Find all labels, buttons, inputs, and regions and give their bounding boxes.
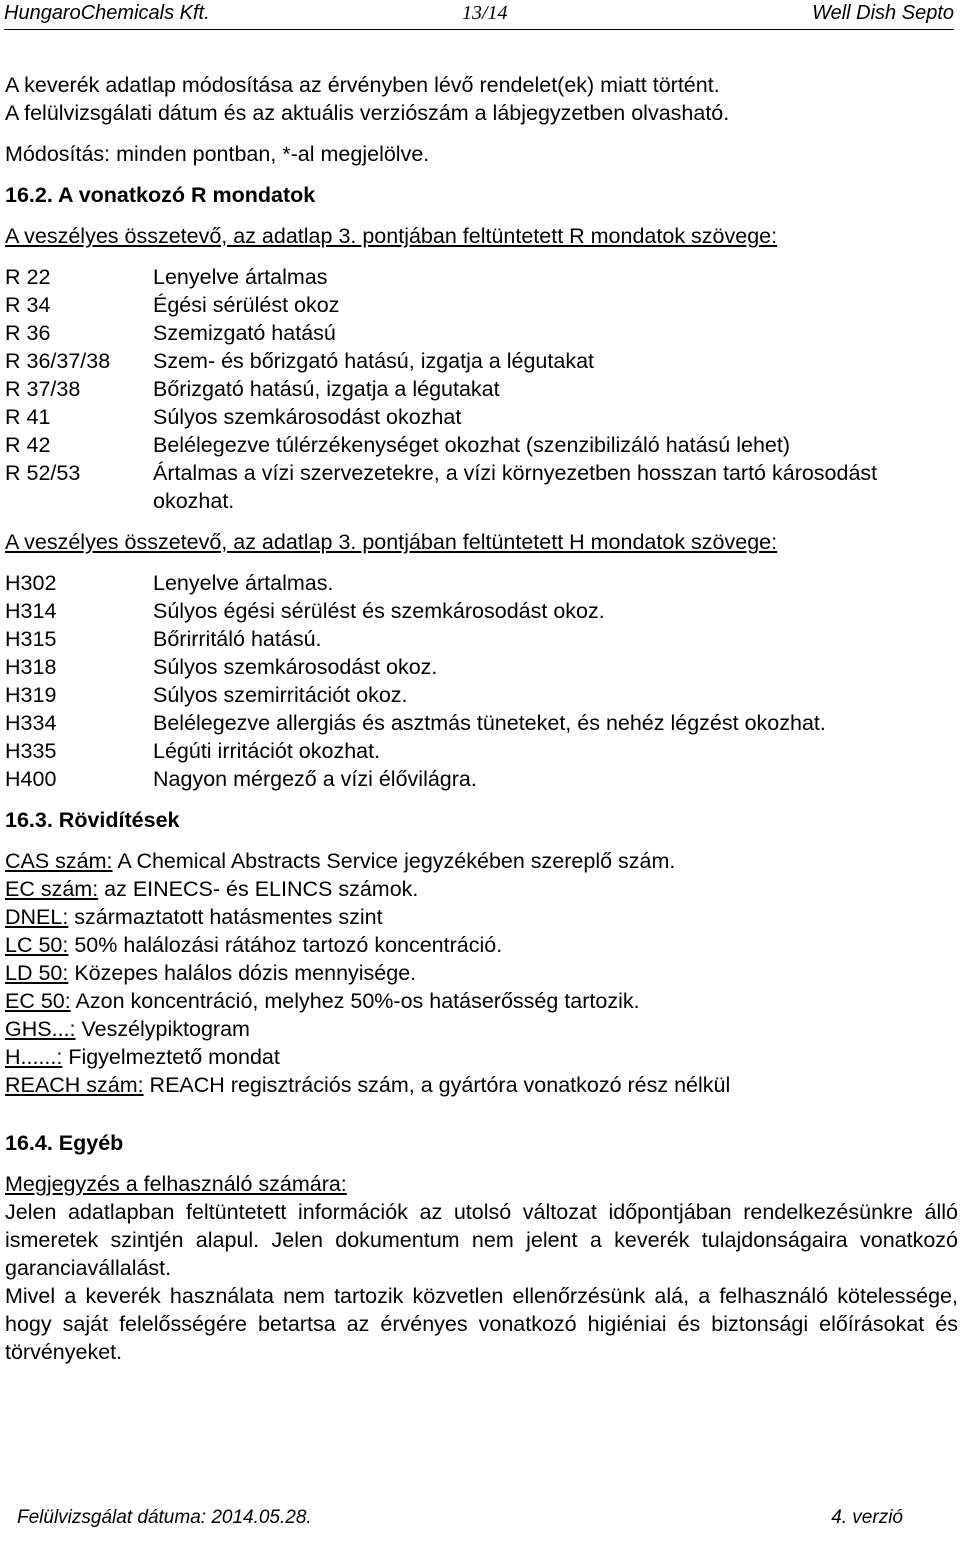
h-statement-code: H302 [5,571,57,595]
abbreviation-term: EC szám: [5,877,99,901]
abbr-section-heading: 16.3. Rövidítések [5,808,180,832]
r-phrase-row [5,319,958,347]
h-statement-row [5,653,958,681]
r-phrase-text: Bőrizgató hatású, izgatja a légutakat [153,377,500,401]
abbreviation-term: CAS szám: [5,849,113,873]
abbreviation-term: LC 50: [5,933,69,957]
h-statement-text: Belélegezve allergiás és asztmás tüneteket, és nehéz légzést okozhat. [153,711,826,735]
note-label: Megjegyzés a felhasználó számára: [5,1172,347,1196]
h-statement-text: Lenyelve ártalmas. [153,571,334,595]
r-phrase-code: R 42 [5,433,51,457]
r-phrase-code: R 36/37/38 [5,349,111,373]
abbreviation-item [5,959,958,987]
r-section-heading: 16.2. A vonatkozó R mondatok [5,183,316,207]
h-statement-row [5,737,958,765]
company-name: HungaroChemicals Kft. [4,2,210,24]
r-phrase-code: R 22 [5,265,51,289]
abbreviation-term: H......: [5,1045,63,1069]
version-label: 4. verzió [831,1507,903,1528]
h-statement-text: Súlyos szemirritációt okoz. [153,683,408,707]
h-statement-row [5,625,958,653]
r-phrase-row [5,431,958,459]
abbreviation-item [5,847,958,875]
note-paragraph-2: Mivel a keverék használata nem tartozik közvetlen ellenőrzésünk alá, a felhasználó kötelessége, hogy saját felelősségére betartsa az érvényes vonatkozó higiéniai és biztonsági előírásokat és törvényeket. [5,1284,958,1364]
r-phrase-row [5,291,958,319]
r-phrase-row [5,263,958,291]
h-statement-text: Légúti irritációt okozhat. [153,739,381,763]
h-statement-code: H315 [5,627,57,651]
abbreviation-item [5,1071,958,1099]
r-phrase-code: R 36 [5,321,51,345]
abbreviation-item [5,1043,958,1071]
r-phrase-code: R 52/53 [5,461,81,485]
r-phrase-row [5,403,958,431]
r-phrase-code: R 37/38 [5,377,81,401]
r-phrase-text: Lenyelve ártalmas [153,265,328,289]
r-phrase-row [5,375,958,403]
abbreviation-item [5,903,958,931]
page-footer [17,1505,903,1531]
r-phrase-text: Ártalmas a vízi szervezetekre, a vízi környezetben hosszan tartó károsodást okozhat. [153,461,878,513]
abbreviation-text: A Chemical Abstracts Service jegyzékében szereplő szám. [112,849,676,873]
abbreviation-item [5,987,958,1015]
r-phrase-text: Belélegezve túlérzékenységet okozhat (szenzibilizáló hatású lehet) [153,433,791,457]
h-section-subheading: A veszélyes összetevő, az adatlap 3. pontjában feltüntetett H mondatok szövege: [5,530,778,554]
note-paragraph-1: Jelen adatlapban feltüntetett információk az utolsó változat időpontjában rendelkezésünkre álló ismeretek szintjén alapul. Jelen dokumentum nem jelent a keverék tulajdonságaira vonatkozó garanciavállalást. [5,1200,958,1280]
r-phrase-text: Szem- és bőrizgató hatású, izgatja a légutakat [153,349,595,373]
abbreviation-term: DNEL: [5,905,69,929]
h-statement-text: Súlyos égési sérülést és szemkárosodást okoz. [153,599,605,623]
h-statement-code: H319 [5,683,57,707]
h-statement-code: H335 [5,739,57,763]
r-phrase-text: Szemizgató hatású [153,321,336,345]
abbreviation-term: GHS...: [5,1017,76,1041]
r-phrase-text: Súlyos szemkárosodást okozhat [153,405,462,429]
abbreviation-term: LD 50: [5,961,69,985]
r-phrase-code: R 34 [5,293,51,317]
abbreviation-text: Azon koncentráció, melyhez 50%-os hatáserősség tartozik. [70,989,640,1013]
h-statement-text: Súlyos szemkárosodást okoz. [153,655,438,679]
h-statement-row [5,597,958,625]
h-statement-row [5,765,958,793]
r-phrase-row [5,459,958,515]
r-phrase-list [5,263,958,515]
h-statement-row [5,569,958,597]
abbreviation-term: EC 50: [5,989,71,1013]
page-header [4,0,954,26]
h-statement-code: H318 [5,655,57,679]
r-section-subheading: A veszélyes összetevő, az adatlap 3. pontjában feltüntetett R mondatok szövege: [5,224,778,248]
h-statement-text: Nagyon mérgező a vízi élővilágra. [153,767,477,791]
abbreviation-item [5,1015,958,1043]
h-statement-code: H314 [5,599,57,623]
abbreviation-text: Veszélypiktogram [75,1017,250,1041]
abbreviation-text: Közepes halálos dózis mennyisége. [68,961,417,985]
intro-line-1: A keverék adatlap módosítása az érvényben lévő rendelet(ek) miatt történt. [5,73,720,97]
abbreviation-item [5,875,958,903]
abbreviation-list [5,847,958,1099]
document-body [5,71,958,1366]
abbreviation-text: 50% halálozási rátához tartozó koncentráció. [68,933,503,957]
r-phrase-code: R 41 [5,405,51,429]
review-date: Felülvizsgálat dátuma: 2014.05.28. [17,1507,312,1528]
r-phrase-row [5,347,958,375]
abbreviation-text: Figyelmeztető mondat [62,1045,280,1069]
h-statement-code: H334 [5,711,57,735]
abbreviation-term: REACH szám: [5,1073,144,1097]
abbreviation-item [5,931,958,959]
r-phrase-text: Égési sérülést okoz [153,293,340,317]
h-statement-row [5,681,958,709]
abbreviation-text: származtatott hatásmentes szint [68,905,383,929]
page-number: 13/14 [462,2,508,24]
h-statement-row [5,709,958,737]
h-statement-list [5,569,958,793]
header-divider [4,29,954,30]
intro-line-2: A felülvizsgálati dátum és az aktuális verziószám a lábjegyzetben olvasható. [5,101,730,125]
h-statement-text: Bőrirritáló hatású. [153,627,322,651]
intro-line-3: Módosítás: minden pontban, *-al megjelölve. [5,142,430,166]
other-section-heading: 16.4. Egyéb [5,1131,124,1155]
h-statement-code: H400 [5,767,57,791]
abbreviation-text: REACH regisztrációs szám, a gyártóra vonatkozó rész nélkül [143,1073,731,1097]
product-name: Well Dish Septo [812,2,954,24]
abbreviation-text: az EINECS- és ELINCS számok. [98,877,419,901]
